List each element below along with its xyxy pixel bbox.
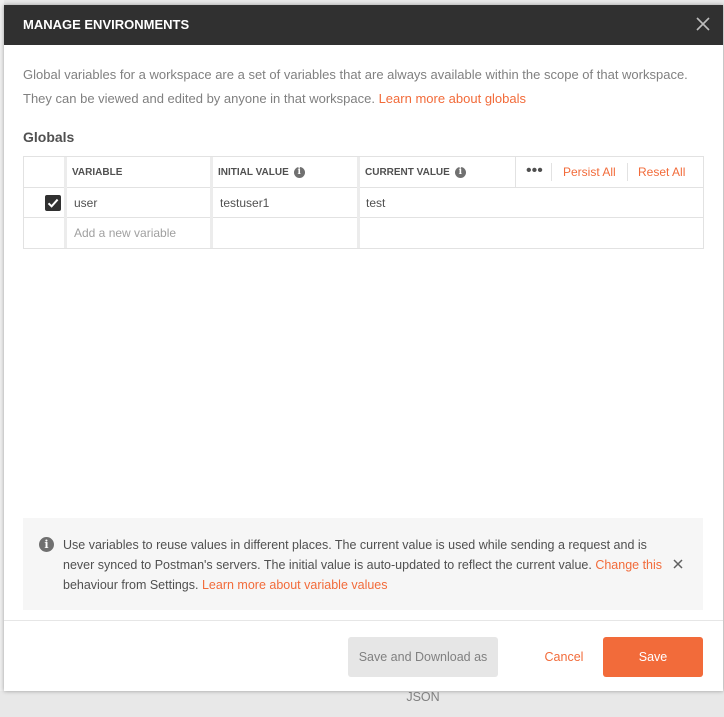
modal-header <box>4 5 723 45</box>
learn-more-globals-link[interactable]: Learn more about globals <box>378 91 527 106</box>
footer-divider <box>4 620 723 621</box>
reset-all-button[interactable]: Reset All <box>638 165 686 179</box>
globals-description <box>23 63 703 111</box>
change-settings-link[interactable]: Change this <box>595 558 663 572</box>
cancel-button[interactable]: Cancel <box>544 650 584 664</box>
close-icon[interactable] <box>693 14 713 34</box>
column-divider <box>64 157 67 248</box>
column-divider <box>210 157 213 248</box>
description-text: Global variables for a workspace are a set of variables that are always available within the scope of that workspace. They can be viewed and edited by anyone in that workspace. <box>23 67 688 106</box>
learn-more-variable-values-link[interactable]: Learn more about variable values <box>201 578 388 592</box>
info-icon[interactable]: i <box>294 167 305 178</box>
globals-table <box>23 156 704 249</box>
manage-environments-modal <box>4 5 723 704</box>
enabled-checkbox[interactable] <box>45 195 61 211</box>
more-options-icon[interactable]: ••• <box>526 162 543 179</box>
save-download-json-button[interactable]: Save and Download as JSON <box>348 637 498 677</box>
header-divider <box>551 163 552 181</box>
check-icon <box>45 195 61 211</box>
column-divider <box>357 157 360 248</box>
modal-title: MANAGE ENVIRONMENTS <box>23 17 190 32</box>
variable-cell[interactable]: user <box>74 196 98 210</box>
info-icon[interactable]: i <box>455 167 466 178</box>
current-value-cell[interactable]: test <box>366 196 386 210</box>
info-icon: i <box>39 537 54 552</box>
column-header-initial-value: INITIAL VALUE i <box>218 167 305 178</box>
table-row <box>24 188 703 218</box>
globals-title: Globals <box>23 129 75 145</box>
save-button[interactable]: Save <box>603 637 703 677</box>
persist-all-button[interactable]: Persist All <box>563 165 616 179</box>
dismiss-notice-icon[interactable] <box>672 558 684 570</box>
notice-text: Use variables to reuse values in different places. The current value is used while sending a request and is never synced to Postman's servers. The initial value is auto-updated to reflect the current value. Change this behaviour from Settings. Learn more about variable values <box>63 538 663 592</box>
new-variable-row <box>24 218 703 248</box>
header-divider <box>627 163 628 181</box>
variables-notice <box>23 518 703 610</box>
initial-value-cell[interactable]: testuser1 <box>220 196 270 210</box>
add-variable-input[interactable]: Add a new variable <box>74 226 177 240</box>
header-divider <box>515 157 516 188</box>
table-header-row <box>24 157 703 188</box>
column-header-current-value: CURRENT VALUE i <box>365 167 466 178</box>
column-header-variable: VARIABLE <box>72 167 123 178</box>
